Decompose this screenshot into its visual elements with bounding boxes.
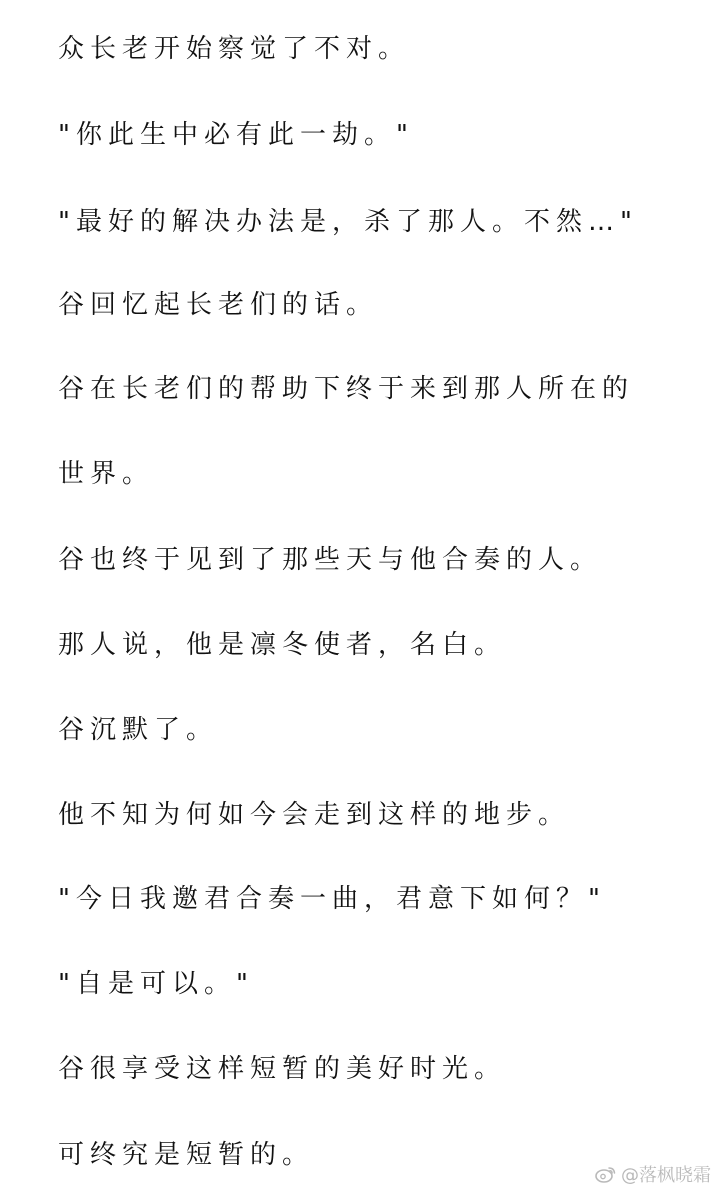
paragraph-line: 谷很享受这样短暂的美好时光。 bbox=[58, 1054, 507, 1084]
paragraph-line: "最好的解决办法是，杀了那人。不然…" bbox=[58, 207, 638, 237]
paragraph-line: "自是可以。" bbox=[58, 969, 254, 999]
paragraph-line: 世界。 bbox=[58, 459, 155, 489]
watermark bbox=[595, 1162, 711, 1186]
paragraph-line: 可终究是短暂的。 bbox=[58, 1140, 315, 1170]
paragraph-line: "你此生中必有此一劫。" bbox=[58, 120, 414, 150]
paragraph-line: 那人说，他是凛冬使者，名白。 bbox=[58, 630, 507, 660]
paragraph-line: "今日我邀君合奏一曲，君意下如何？" bbox=[58, 884, 606, 914]
paragraph-line: 他不知为何如今会走到这样的地步。 bbox=[58, 800, 571, 830]
paragraph-line: 谷也终于见到了那些天与他合奏的人。 bbox=[58, 545, 603, 575]
paragraph-line: 众长老开始察觉了不对。 bbox=[58, 34, 411, 64]
paragraph-line: 谷沉默了。 bbox=[58, 715, 219, 745]
weibo-icon bbox=[595, 1165, 617, 1183]
watermark-text: @落枫晓霜 bbox=[621, 1165, 711, 1186]
paragraph-line: 谷在长老们的帮助下终于来到那人所在的 bbox=[58, 374, 635, 404]
paragraph-line: 谷回忆起长老们的话。 bbox=[58, 290, 379, 320]
